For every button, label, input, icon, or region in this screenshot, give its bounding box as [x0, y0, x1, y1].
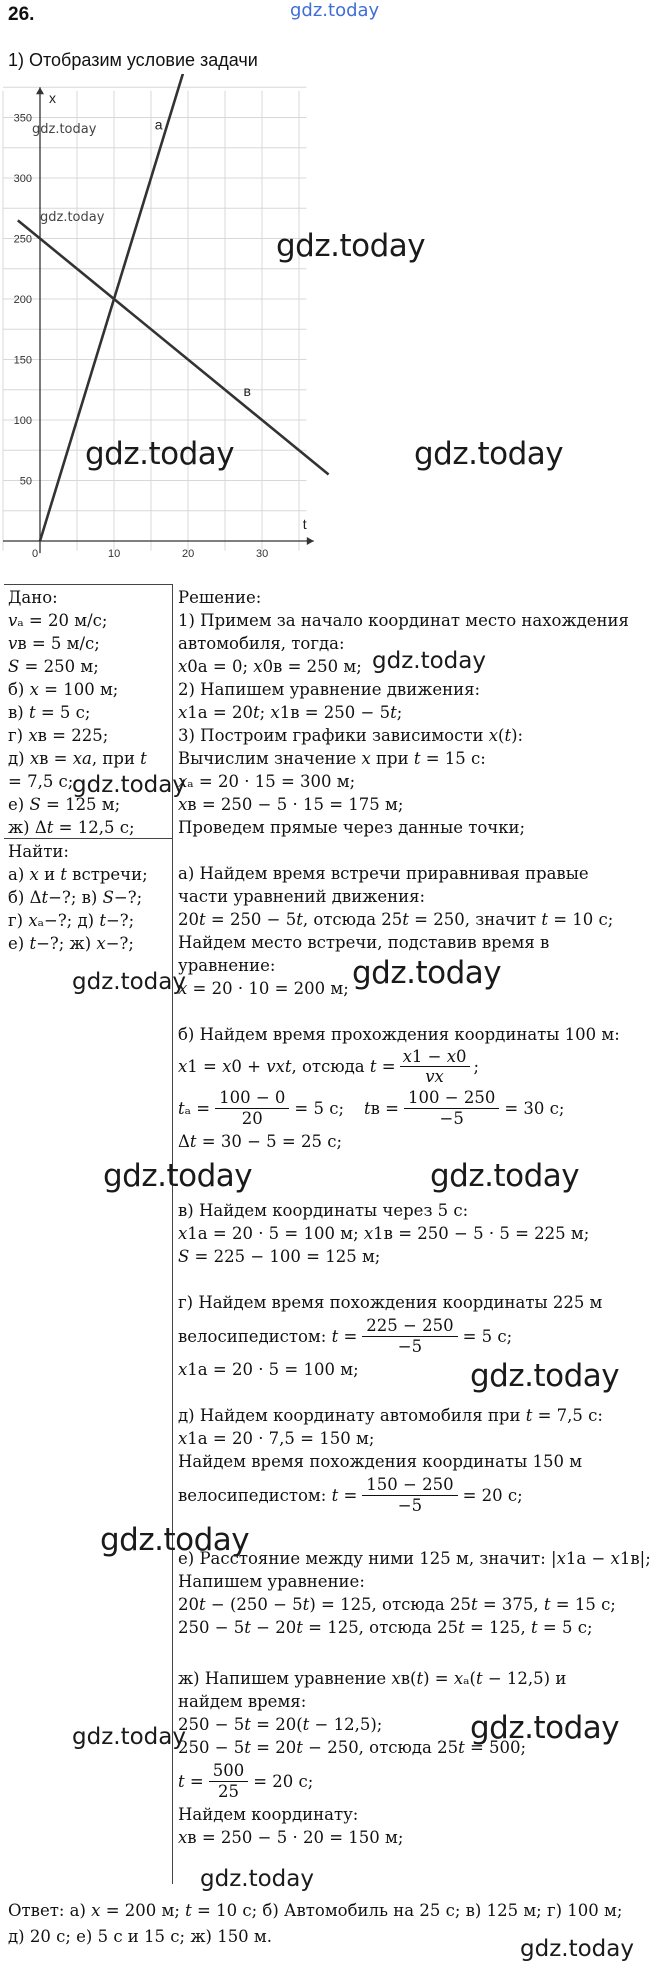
formula-text: = 5 с;	[462, 1326, 513, 1346]
formula-line	[178, 1086, 648, 1130]
fraction-denominator: −5	[397, 1495, 423, 1515]
solution-line: д) Найдем координату автомобиля при 𝑡 = 7,5 с:	[178, 1406, 603, 1425]
formula-line	[178, 1046, 648, 1086]
answer-line: Ответ: а) 𝑥 = 200 м; 𝑡 = 10 с; б) Автомобиль на 25 с; в) 125 м; г) 100 м;	[8, 1901, 623, 1920]
formula-text: = 5 с;	[294, 1098, 345, 1118]
series-label: а	[154, 116, 163, 133]
fraction-denominator: −5	[397, 1336, 423, 1356]
solution-line: 𝑥в = 250 − 5 · 20 = 150 м;	[178, 1828, 404, 1847]
watermark-chart-1: gdz.today	[32, 122, 97, 137]
watermark-chart-5: gdz.today	[414, 436, 564, 472]
solution-line: Найдем место встречи, подставив время в	[178, 933, 550, 952]
solution-line: 20𝑡 = 250 − 5𝑡, отсюда 25𝑡 = 250, значит 𝑡 = 10 с;	[178, 910, 614, 929]
watermark-sol-9: gdz.today	[72, 1724, 186, 1750]
solution-line: Вычислим значение 𝑥 при 𝑡 = 15 с:	[178, 749, 486, 768]
watermark-sol-6: gdz.today	[430, 1158, 580, 1194]
solution-line: Проведем прямые через данные точки;	[178, 818, 526, 837]
solution-line: автомобиля, тогда:	[178, 634, 345, 653]
solution-line: 250 − 5𝑡 − 20𝑡 = 125, отсюда 25𝑡 = 125, 𝑡 = 5 с;	[178, 1618, 593, 1637]
formula-text: 𝑡ₐ =	[178, 1098, 211, 1118]
given-top-divider	[4, 584, 172, 585]
given-line: е) 𝑆 = 125 м;	[8, 795, 121, 814]
watermark-sol-1: gdz.today	[372, 648, 486, 674]
formula-text: 𝑡 =	[178, 1771, 204, 1791]
find-line: е) 𝑡−?; ж) 𝑥−?;	[8, 934, 134, 953]
watermark-sol-4: gdz.today	[352, 955, 502, 991]
given-line: г) 𝑥в = 225;	[8, 726, 109, 745]
x-tick-label: 20	[182, 548, 195, 560]
solution-line: 𝑥ₐ = 20 · 15 = 300 м;	[178, 772, 356, 791]
formula-text: = 20 с;	[462, 1485, 523, 1505]
y-axis-arrow	[36, 87, 44, 94]
x-axis-label: t	[302, 516, 307, 532]
watermark-sol-7: gdz.today	[470, 1358, 620, 1394]
series-label: в	[243, 382, 251, 399]
fraction-numerator: 225 − 250	[362, 1316, 457, 1337]
given-find-divider	[4, 838, 172, 839]
y-tick-label: 250	[13, 233, 32, 246]
watermark-top: gdz.today	[290, 0, 380, 21]
fraction	[209, 1761, 249, 1802]
formula-text: 𝑥1 = 𝑥0 + 𝑣𝑥𝑡, отсюда 𝑡 =	[178, 1056, 396, 1076]
solution-line: 𝑥 = 20 · 10 = 200 м;	[178, 979, 349, 998]
fraction-denominator: 𝑣𝑥	[425, 1066, 444, 1086]
watermark-chart-4: gdz.today	[85, 436, 235, 472]
x-axis-arrow	[307, 537, 314, 545]
given-label: Дано:	[8, 588, 58, 607]
watermark-chart-2: gdz.today	[40, 210, 105, 225]
x-tick-label: 0	[32, 548, 39, 560]
solution-line: 𝑆 = 225 − 100 = 125 м;	[178, 1247, 381, 1266]
watermark-sol-11: gdz.today	[200, 1866, 314, 1892]
chart-grid	[3, 87, 306, 550]
solution-line: в) Найдем координаты через 5 с:	[178, 1201, 469, 1220]
solution-line: ж) Напишем уравнение 𝑥в(𝑡) = 𝑥ₐ(𝑡 − 12,5) и	[178, 1669, 567, 1688]
formula-text: = 30 с;	[504, 1098, 565, 1118]
given-line: 𝑣ₐ = 20 м/с;	[8, 611, 108, 630]
given-line: б) 𝑥 = 100 м;	[8, 680, 119, 699]
fraction-numerator: 500	[209, 1761, 249, 1782]
solution-line: Найдем координату:	[178, 1805, 359, 1824]
fraction	[362, 1475, 457, 1516]
x-tick-label: 10	[108, 548, 121, 560]
watermark-sol-2: gdz.today	[72, 772, 186, 798]
fraction-numerator: 𝑥1 − 𝑥0	[400, 1047, 470, 1067]
fraction-numerator: 100 − 0	[215, 1088, 289, 1109]
y-tick-label: 350	[13, 112, 32, 125]
given-section	[8, 586, 147, 839]
fraction-denominator: −5	[439, 1108, 464, 1128]
y-tick-label: 100	[13, 415, 32, 427]
find-line: а) 𝑥 и 𝑡 встречи;	[8, 865, 148, 884]
answer-line: д) 20 с; е) 5 с и 15 с; ж) 150 м.	[8, 1927, 273, 1946]
find-section	[8, 840, 148, 955]
problem-number: 26.	[8, 4, 35, 25]
solution-line: 250 − 5𝑡 = 20(𝑡 − 12,5);	[178, 1715, 383, 1734]
watermark-chart-3: gdz.today	[276, 228, 426, 264]
formula-text: велосипедистом: 𝑡 =	[178, 1485, 358, 1505]
solution-line: 2) Напишем уравнение движения:	[178, 680, 481, 699]
given-line: д) 𝑥в = 𝑥𝑎, при 𝑡	[8, 749, 147, 768]
find-line: г) 𝑥ₐ−?; д) 𝑡−?;	[8, 911, 135, 930]
solution-line: 250 − 5𝑡 = 20𝑡 − 250, отсюда 25𝑡 = 500;	[178, 1738, 527, 1757]
position-time-chart	[0, 74, 340, 579]
solution-line: б) Найдем время прохождения координаты 100 м:	[178, 1025, 620, 1044]
watermark-answer: gdz.today	[520, 1936, 634, 1962]
solution-line: 20𝑡 − (250 − 5𝑡) = 125, отсюда 25𝑡 = 375, 𝑡 = 15 с;	[178, 1595, 616, 1614]
solution-line: 𝑥1а = 20𝑡; 𝑥1в = 250 − 5𝑡;	[178, 703, 403, 722]
given-line: 𝑆 = 250 м;	[8, 657, 99, 676]
solution-line: е) Расстояние между ними 125 м, значит: |𝑥1а − 𝑥1в|;	[178, 1549, 651, 1568]
solution-line: найдем время:	[178, 1692, 307, 1711]
formula-text: ;	[473, 1056, 480, 1076]
fraction	[400, 1047, 470, 1086]
fraction-numerator: 150 − 250	[362, 1475, 457, 1496]
solution-line: 1) Примем за начало координат место нахождения	[178, 611, 629, 630]
solution-line: 𝑥в = 250 − 5 · 15 = 175 м;	[178, 795, 404, 814]
given-line: 𝑣в = 5 м/с;	[8, 634, 100, 653]
fraction-denominator: 25	[217, 1781, 239, 1801]
y-axis-label: x	[49, 89, 56, 106]
fraction	[215, 1088, 289, 1129]
solution-line: уравнение:	[178, 956, 276, 975]
section-heading: 1) Отобразим условие задачи	[8, 50, 258, 70]
watermark-sol-8: gdz.today	[100, 1522, 250, 1558]
fraction	[404, 1088, 499, 1129]
formula-line	[178, 1759, 648, 1803]
y-tick-label: 200	[13, 294, 32, 306]
formula-line	[178, 1314, 648, 1358]
fraction	[362, 1316, 457, 1357]
given-line: ж) Δ𝑡 = 12,5 с;	[8, 818, 135, 837]
formula-text: велосипедистом: 𝑡 =	[178, 1326, 358, 1346]
solution-line: 𝑥1а = 20 · 5 = 100 м; 𝑥1в = 250 − 5 · 5 = 225 м;	[178, 1224, 590, 1243]
solution-line: Напишем уравнение:	[178, 1572, 365, 1591]
watermark-sol-3: gdz.today	[72, 969, 186, 995]
find-line: б) Δ𝑡−?; в) 𝑆−?;	[8, 888, 143, 907]
solution-line: части уравнений движения:	[178, 887, 426, 906]
solution-line: 𝑥1а = 20 · 5 = 100 м;	[178, 1360, 359, 1379]
solution-line: г) Найдем время похождения координаты 225 м	[178, 1293, 603, 1312]
chart-labels	[14, 90, 307, 560]
formula-line	[178, 1473, 648, 1517]
given-line: = 7,5 с;	[8, 772, 74, 791]
solution-line: 3) Построим графики зависимости 𝑥(𝑡):	[178, 726, 524, 745]
solution-line: Найдем время похождения координаты 150 м	[178, 1452, 583, 1471]
formula-text: 𝑡в =	[364, 1098, 400, 1118]
find-label: Найти:	[8, 842, 69, 861]
y-tick-label: 300	[13, 173, 32, 185]
formula-text: = 20 с;	[253, 1771, 314, 1791]
solution-section	[178, 586, 651, 1849]
x-tick-label: 30	[256, 548, 269, 560]
watermark-sol-10: gdz.today	[470, 1710, 620, 1746]
solution-line: 𝑥0а = 0; 𝑥0в = 250 м;	[178, 657, 362, 676]
solution-line: а) Найдем время встречи приравнивая правые	[178, 864, 589, 883]
watermark-sol-5: gdz.today	[103, 1158, 253, 1194]
solution-line: 𝑥1а = 20 · 7,5 = 150 м;	[178, 1429, 375, 1448]
solution-line: Δ𝑡 = 30 − 5 = 25 с;	[178, 1132, 343, 1151]
given-line: в) 𝑡 = 5 с;	[8, 703, 91, 722]
fraction-numerator: 100 − 250	[404, 1088, 499, 1109]
y-tick-label: 150	[13, 354, 32, 367]
y-tick-label: 50	[19, 475, 32, 488]
fraction-denominator: 20	[241, 1108, 263, 1128]
solution-label: Решение:	[178, 588, 262, 607]
